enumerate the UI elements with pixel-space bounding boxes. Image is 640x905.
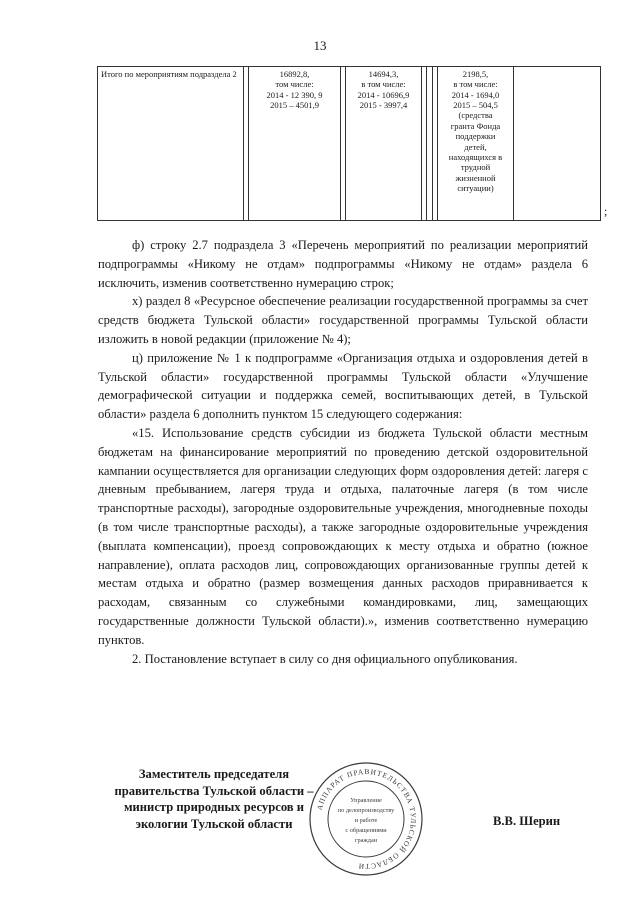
budget-table: [97, 66, 601, 221]
page-number: 13: [313, 38, 327, 53]
signature-line: правительства Тульской области –: [114, 783, 314, 798]
signer-name: В.В. Шерин: [493, 814, 561, 828]
stamp-center-line: с обращениями: [345, 827, 387, 834]
signature-line: экологии Тульской области: [135, 816, 293, 831]
stamp-center-line: и работе: [354, 817, 378, 824]
stamp-center-line: граждан: [354, 837, 378, 844]
stamp-center-line: Управление: [350, 797, 382, 804]
table-cell-other-sources: 2198,5, в том числе: 2014 - 1694,0 2015 – 504,5 (средства гранта Фонда поддержки детей, находящихся в трудной жизненной ситуации): [438, 67, 514, 221]
table-cell-total: 16892,8, том числе: 2014 - 12 390, 9 2015 – 4501,9: [249, 67, 341, 221]
signature-line: министр природных ресурсов и: [123, 800, 305, 814]
paragraph-ts: ц) приложение № 1 к подпрограмме «Организация отдыха и оздоровления детей в Тульской области» государственной программы Тульской области «Улучшение демографической ситуации и поддержка семей, воспитывающих детей, в Тульской области» раздела 6 дополнить пунктом 15 следующего содержания:: [98, 350, 588, 422]
paragraph-kh: х) раздел 8 «Ресурсное обеспечение реализации государственной программы за счет средств бюджета Тульской области» государственной программы Тульской области изложить в новой редакции (приложение № 4);: [98, 294, 588, 346]
table-trailing-semicolon: ;: [604, 204, 608, 218]
official-stamp: [307, 760, 425, 878]
signature-block: [114, 766, 314, 832]
table-row: [98, 67, 601, 221]
document-body: [98, 236, 588, 668]
paragraph-item-15: «15. Использование средств субсидии из бюджета Тульской области местным бюджетам на финансирование мероприятий по проведению детской оздоровительной кампании осуществляется для организации следующих форм оздоровления детей: лагеря с дневным пребыванием, лагеря труда и отдыха, палаточные лагеря (в том числе транспортные расходы), загородные оздоровительные учреждения, многодневные походы (в том числе транспортные расходы), а также загородные оздоровительные учреждения (выплата компенсации), проезд сопровождающих к месту отдыха и обратно (южное направление), оплата расходов лиц, сопровождающих организованные группы детей к местам отдыха и обратно (размер возмещения данных расходов приравнивается к расходам, связанным со служебными командировками, лиц, замещающих государственные должности Тульской области).», изменив соответственно нумерацию пунктов.: [98, 425, 588, 647]
table-cell-regional-budget: 14694,3, в том числе: 2014 - 10696,9 2015 - 3997,4: [346, 67, 422, 221]
table-cell-label: Итого по мероприятиям подраздела 2: [98, 67, 244, 221]
paragraph-f: ф) строку 2.7 подраздела 3 «Перечень мероприятий по реализации мероприятий подпрограммы «Никому не отдам» подпрограммы «Никому не отдам» раздела 6 исключить, изменив соответственно нумерацию строк;: [98, 238, 588, 290]
stamp-center-line: по делопроизводству: [337, 807, 395, 814]
signature-line: Заместитель председателя: [138, 767, 290, 781]
stamp-ring-text: АППАРАТ ПРАВИТЕЛЬСТВА ТУЛЬСКОЙ ОБЛАСТИ: [314, 766, 419, 872]
paragraph-effective-date: 2. Постановление вступает в силу со дня официального опубликования.: [132, 651, 518, 666]
